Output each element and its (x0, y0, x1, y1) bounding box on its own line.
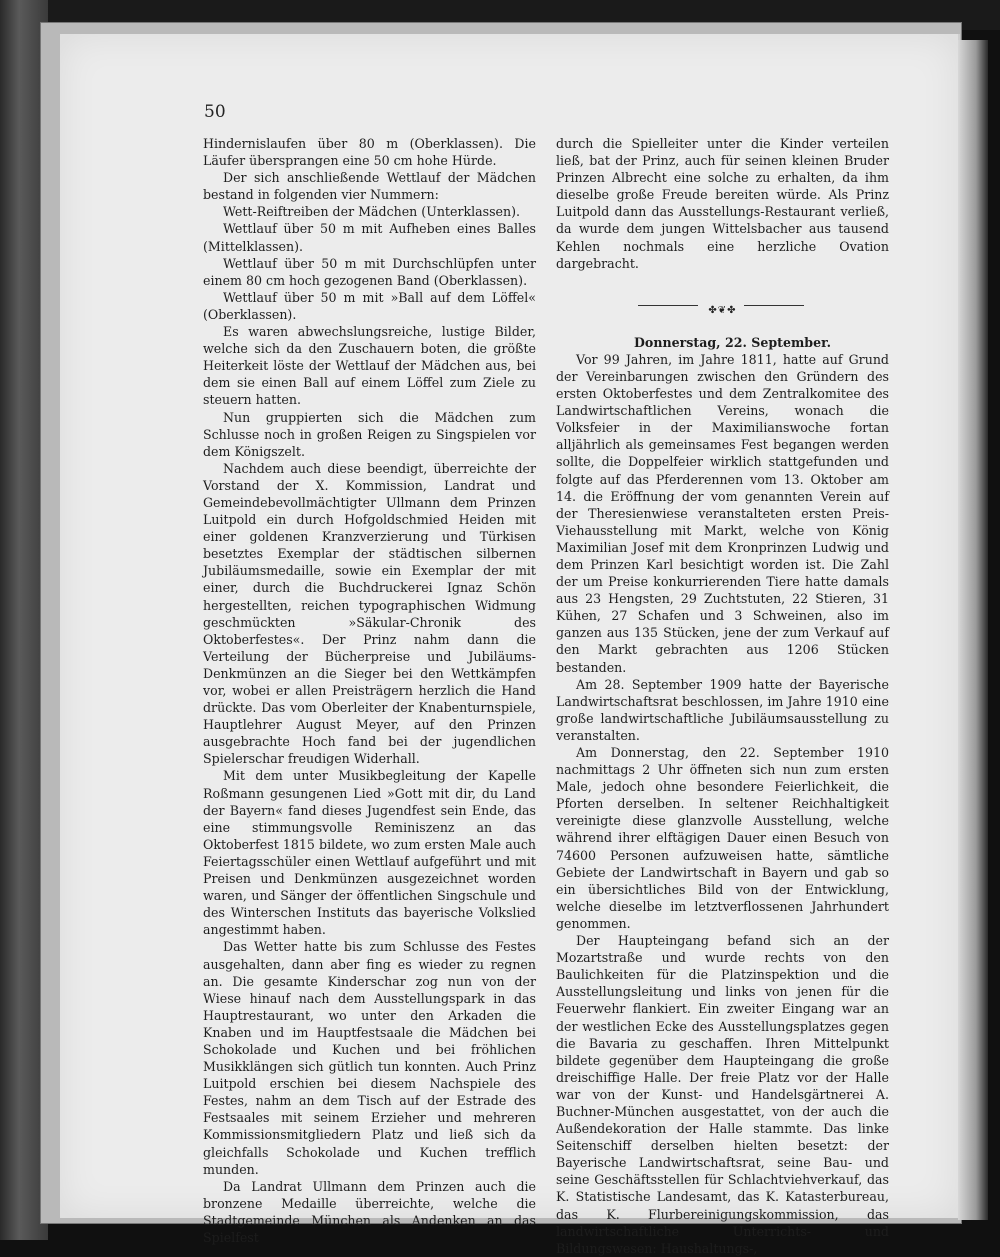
page-number: 50 (204, 102, 226, 122)
paragraph: durch die Spielleiter unter die Kinder verteilen ließ, bat der Prinz, auch für seinen kleinen Bruder Prinzen Albrecht eine solche zu erhalten, da ihm dieselbe große Freude bereiten würde. Als Prinz Luitpold dann das Ausstellungs-Restaurant verließ, da wurde dem jungen Wittelsbacher aus tausend Kehlen nochmals eine herzliche Ovation dargebracht. (556, 136, 889, 271)
paragraph: Mit dem unter Musikbegleitung der Kapelle Roßmann gesungenen Lied »Gott mit dir, du Land der Bayern« fand dieses Jugendfest sein Ende, das eine stimmungsvolle Reminiszenz an das Oktoberfest 1815 bildete, wo zum ersten Male auch Feiertagsschüler einen Wettlauf aufgeführt und mit Preisen und Denkmünzen ausgezeichnet worden waren, und Sänger der öffentlichen Singschule und des Winterschen Instituts das bayerische Volkslied angestimmt haben. (203, 768, 536, 938)
right-column-top-text (556, 135, 889, 272)
paragraph: Vor 99 Jahren, im Jahre 1811, hatte auf Grund der Vereinbarungen zwischen den Gründern des ersten Oktoberfestes und dem Zentralkomitee des Landwirtschaftlichen Vereins, wonach die Volksfeier in der Maximilianswoche fortan alljährlich als gemeinsames Fest begangen werden sollte, die Doppelfeier wirklich stattgefunden und folgte auf das Pferderennen vom 13. Oktober am 14. die Eröffnung der vom genannten Verein auf der Theresienwiese veranstalteten ersten Preis-Viehausstellung mit Markt, welche von König Maximilian Josef mit dem Kronprinzen Ludwig und dem Prinzen Karl besichtigt worden ist. Die Zahl der um Preise konkurrierenden Tiere hatte damals aus 23 Hengsten, 29 Zuchtstuten, 22 Stieren, 31 Kühen, 27 Schafen und 3 Schweinen, also im ganzen aus 135 Stücken, jene der zum Verkauf auf den Markt gebrachten aus 1206 Stücken bestanden. (556, 351, 889, 675)
section-title: Donnerstag, 22. September. (634, 334, 831, 350)
right-column (556, 135, 889, 1257)
paragraph: Wettlauf über 50 m mit Aufheben eines Balles (Mittelklassen). (203, 221, 536, 254)
paragraph: Wettlauf über 50 m mit Durchschlüpfen unter einem 80 cm hoch gezogenen Band (Oberklassen). (203, 255, 536, 288)
paragraph: Der Haupteingang befand sich an der Mozartstraße und wurde rechts von den Baulichkeiten für die Platzinspektion und die Ausstellungsleitung und links von jenen für die Feuerwehr flankiert. Ein zweiter Eingang war an der westlichen Ecke des Ausstellungsplatzes gegen die Bavaria zu geschaffen. Ihren Mittelpunkt bildete gegenüber dem Haupteingang die große dreischiffige Halle. Der freie Platz vor der Halle war von der Kunst- und Handelsgärtnerei A. Buchner-München ausgestattet, von der auch die Außendekoration der Halle stammte. Das linke Seitenschiff derselben hielten besetzt: der Bayerische Landwirtschaftsrat, seine Bau- und seine Geschäftsstellen für Schlachtviehverkauf, das K. Statistische Landesamt, das K. Katasterbureau, das K. Flurbereinigungskommission, das landwirtschaftliche Unterrichts- und Bildungswesen: Haushaltungs-, (556, 933, 889, 1256)
section-divider (556, 300, 889, 316)
right-column-bottom-text (556, 351, 889, 1257)
paragraph: Wett-Reiftreiben der Mädchen (Unterklassen). (223, 204, 521, 220)
paragraph: Das Wetter hatte bis zum Schlusse des Festes ausgehalten, dann aber fing es wieder zu regnen an. Die gesamte Kinderschar zog nun von der Wiese hinauf nach dem Ausstellungspark in das Hauptrestaurant, wo unter den Arkaden die Knaben und im Hauptfestsaale die Mädchen bei Schokolade und Kuchen und bei fröhlichen Musikklängen sich gütlich tun konnten. Auch Prinz Luitpold erschien bei diesem Nachspiele des Festes, nahm an dem Tisch auf der Estrade des Festsaales mit seinem Erzieher und mehreren Kommissionsmitgliedern Platz und ließ sich da gleichfalls Schokolade und Kuchen trefflich munden. (203, 939, 536, 1177)
left-column (203, 135, 536, 1246)
paragraph: Am 28. September 1909 hatte der Bayerische Landwirtschaftsrat beschlossen, im Jahre 1910 eine große landwirtschaftliche Jubiläumsausstellung zu veranstalten. (556, 676, 889, 743)
divider-line-left (638, 305, 698, 306)
paragraph: Nachdem auch diese beendigt, überreichte der Vorstand der X. Kommission, Landrat und Gemeindebevollmächtigter Ullmann dem Prinzen Luitpold ein durch Hofgoldschmied Heiden mit einer goldenen Kranzverzierung und Türkisen besetztes Exemplar der städtischen silbernen Jubiläumsmedaille, sowie ein Exemplar der mit einer, durch die Buchdruckerei Ignaz Schön hergestellten, reichen typographischen Widmung geschmückten »Säkular-Chronik des Oktoberfestes«. Der Prinz nahm dann die Verteilung der Bücherpreise und Jubiläums-Denkmünzen an die Sieger bei den Wettkämpfen vor, wobei er allen Preisträgern herzlich die Hand drückte. Das vom Oberleiter der Knabenturnspiele, Hauptlehrer August Meyer, auf den Prinzen ausgebrachte Hoch fand bei der jugendlichen Spielerschar freudigen Widerhall. (203, 460, 536, 767)
page-edge-shadow (958, 40, 988, 1220)
paragraph: Es waren abwechslungsreiche, lustige Bilder, welche sich da den Zuschauern boten, die größte Heiterkeit löste der Wettlauf der Mädchen aus, bei dem sie einen Ball auf einem Löffel zum Ziele zu steuern hatten. (203, 324, 536, 408)
divider-ornament: ✤❦✤ (708, 304, 737, 316)
paragraph: Am Donnerstag, den 22. September 1910 nachmittags 2 Uhr öffneten sich nun zum ersten Male, jedoch ohne besondere Feierlichkeit, die Pforten derselben. In seltener Reichhaltigkeit vereinigte diese glanzvolle Ausstellung, welche während ihrer elftägigen Dauer einen Besuch von 74600 Personen aufzuweisen hatte, sämtliche Gebiete der Landwirtschaft in Bayern und gab so ein übersichtliches Bild von der Entwicklung, welche dieselbe im letztverflossenen Jahrhundert genommen. (556, 745, 889, 931)
divider-line-right (744, 305, 804, 306)
paragraph: Hindernislaufen über 80 m (Oberklassen). Die Läufer übersprangen eine 50 cm hohe Hürde. (203, 136, 536, 169)
paragraph: Nun gruppierten sich die Mädchen zum Schlusse noch in großen Reigen zu Singspielen vor dem Königszelt. (203, 409, 536, 459)
paragraph: Wettlauf über 50 m mit »Ball auf dem Löffel« (Oberklassen). (203, 289, 536, 322)
paragraph: Der sich anschließende Wettlauf der Mädchen bestand in folgenden vier Nummern: (203, 170, 536, 203)
paragraph: Da Landrat Ullmann dem Prinzen auch die bronzene Medaille überreichte, welche die Stadtgemeinde München als Andenken an das Spielfest (203, 1178, 536, 1245)
